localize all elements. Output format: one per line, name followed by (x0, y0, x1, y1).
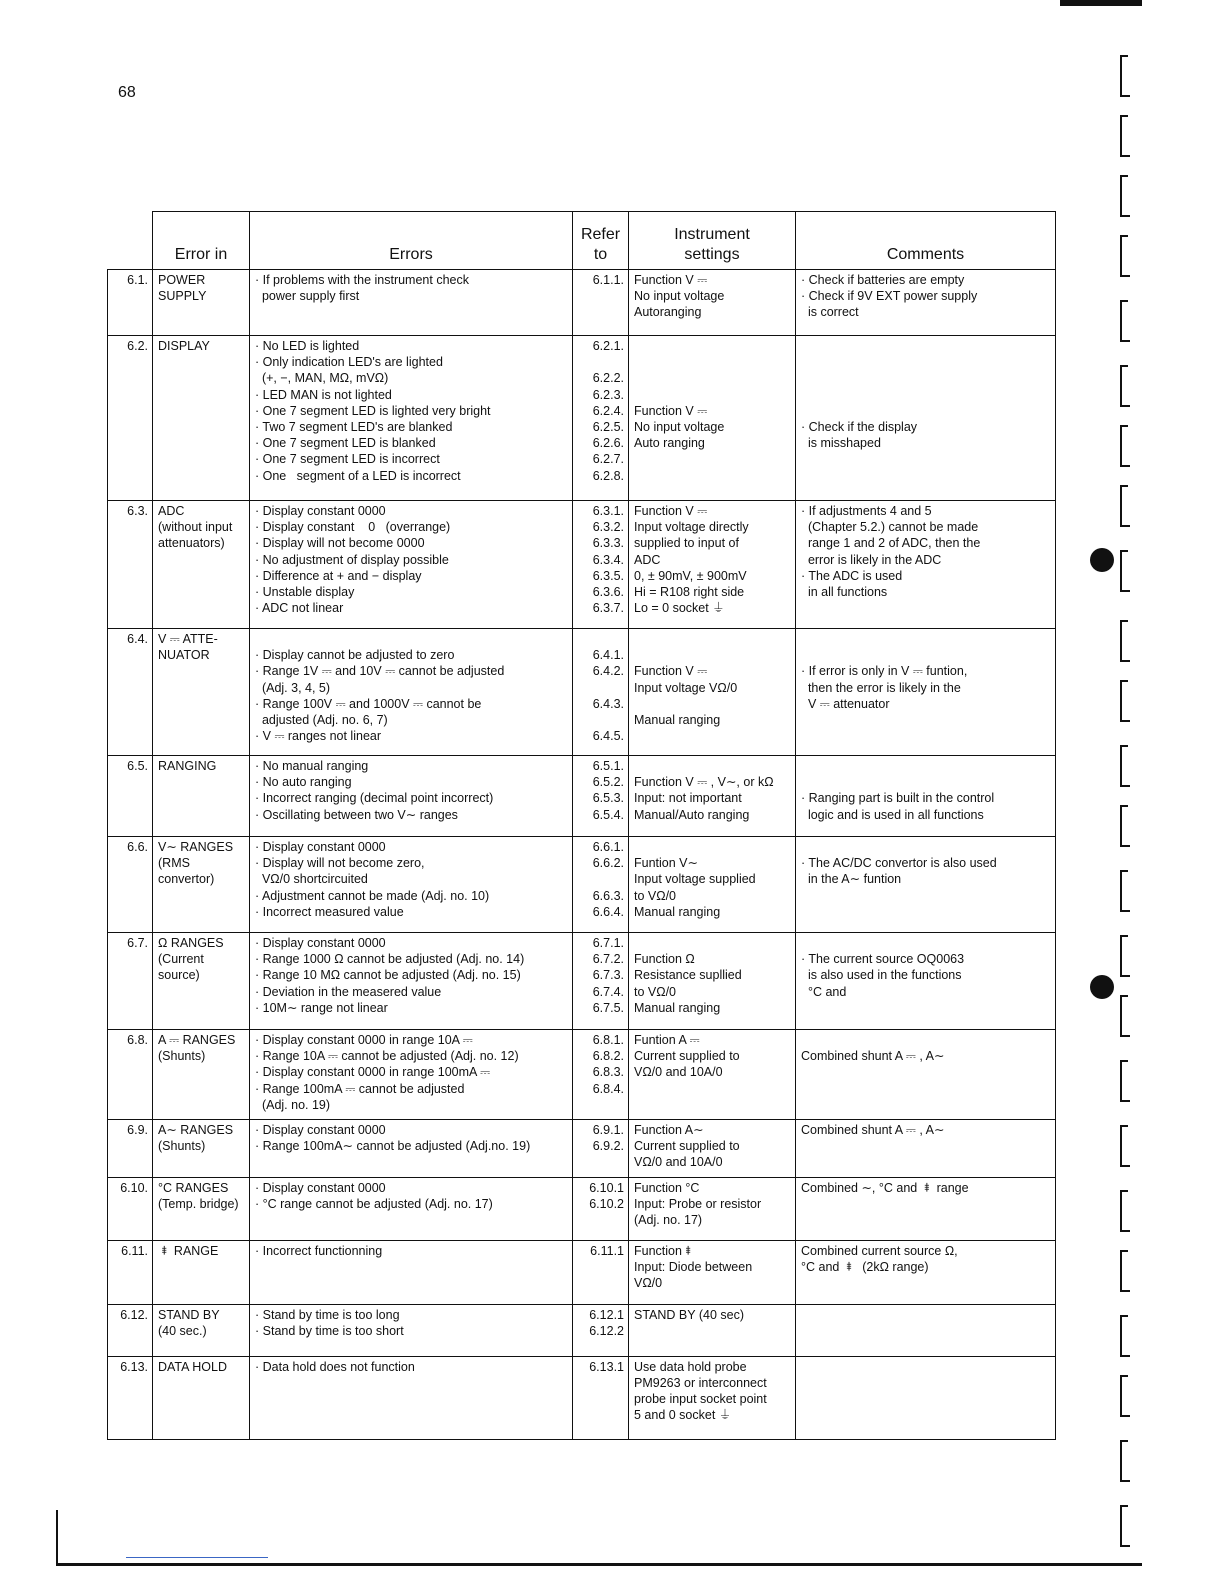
settings-cell (629, 336, 796, 501)
margin-bracket (1120, 995, 1134, 1037)
errors-list (255, 839, 568, 920)
errors-cell (250, 336, 573, 501)
bottom-edge-rule (56, 1563, 1142, 1566)
error-item: · LED MAN is not lighted (255, 387, 392, 402)
settings-cell-text: Function V ⎓ No input voltage Auto ranging (634, 403, 725, 451)
row-number-text: 6.6. (127, 840, 148, 854)
settings-cell (629, 933, 796, 1030)
comments-cell-text: · The AC/DC convertor is also used in the A∼ funtion (801, 856, 997, 887)
error-in-cell (153, 336, 250, 501)
margin-bracket (1120, 1505, 1134, 1547)
error-item: · Display constant 0000 (255, 840, 386, 854)
row-number-text: 6.12. (120, 1307, 148, 1322)
errors-cell (250, 837, 573, 933)
refer-to-cell-text: 6.4.1. 6.4.2. 6.4.3. 6.4.5. (592, 648, 624, 744)
margin-bracket (1120, 115, 1134, 157)
table-row (108, 1240, 1056, 1304)
margin-bracket (1120, 870, 1134, 912)
refer-to-cell-text: 6.7.1. 6.7.2. 6.7.3. 6.7.4. 6.7.5. (592, 936, 624, 1015)
error-in-cell (153, 756, 250, 837)
error-item: · No adjustment of display possible (255, 552, 449, 567)
error-item: · One 7 segment LED is blanked (255, 436, 436, 451)
settings-cell-text: Function V ⎓ Input voltage directly supplied to input of ADC 0, ± 90mV, ± 900mV Hi = R108 right side Lo = 0 socket ⏚ (634, 504, 749, 616)
header-instrument-settings: Instrument settings (629, 212, 796, 270)
error-item: · Unstable display (255, 585, 355, 600)
settings-cell-text: Function A∼ Current supplied to VΩ/0 and 10A/0 (634, 1123, 740, 1170)
error-item: · Range 100mA ⎓ cannot be adjusted (255, 1081, 465, 1096)
errors-list (255, 1359, 568, 1375)
error-in-cell (153, 1356, 250, 1439)
margin-bracket (1120, 1250, 1134, 1292)
refer-to-cell (573, 1240, 629, 1304)
refer-to-cell-text: 6.11.1 (590, 1243, 624, 1258)
margin-bracket (1120, 1190, 1134, 1232)
settings-cell-text: Function °C Input: Probe or resistor (Adj. no. 17) (634, 1180, 762, 1228)
errors-cell (250, 1177, 573, 1240)
error-in-cell-text: V ⎓ ATTE- NUATOR (158, 632, 218, 663)
comments-cell-text: Combined current source Ω, °C and ⯒ (2kΩ range) (801, 1243, 958, 1274)
comments-cell (796, 756, 1056, 837)
settings-cell-text: STAND BY (40 sec) (634, 1307, 744, 1322)
error-in-cell (153, 1177, 250, 1240)
comments-cell-text: Combined ∼, °C and ⯒ range (801, 1180, 969, 1195)
row-number-text: 6.11. (121, 1243, 148, 1258)
settings-cell-text: Funtion V∼ Input voltage supplied to VΩ/0 Manual ranging (634, 856, 756, 919)
error-in-cell-text: ADC (without input attenuators) (158, 504, 233, 551)
row-number-text: 6.5. (127, 759, 148, 773)
error-in-cell (153, 933, 250, 1030)
row-number (108, 1030, 153, 1120)
settings-cell (629, 837, 796, 933)
errors-list (255, 758, 568, 823)
row-number-text: 6.4. (127, 632, 148, 646)
error-in-cell-text: ⯒ RANGE (158, 1243, 219, 1258)
margin-bracket (1120, 485, 1134, 527)
row-number (108, 1240, 153, 1304)
error-item: · Adjustment cannot be made (Adj. no. 10) (255, 888, 490, 903)
errors-list (255, 1243, 568, 1259)
troubleshooting-table-wrapper (107, 211, 1055, 1440)
error-item: · Range 100mA∼ cannot be adjusted (Adj.no. 19) (255, 1139, 531, 1154)
error-item: · No LED is lighted (255, 339, 360, 353)
troubleshooting-table (107, 211, 1056, 1440)
comments-cell (796, 1356, 1056, 1439)
refer-to-cell (573, 1030, 629, 1120)
left-edge-rule (56, 1510, 58, 1566)
header-row (108, 212, 1056, 270)
page-number: 68 (118, 84, 136, 101)
error-item: · Incorrect functionning (255, 1243, 383, 1258)
margin-bracket (1120, 680, 1134, 722)
errors-cell (250, 1240, 573, 1304)
error-item: · Range 100V ⎓ and 1000V ⎓ cannot be (255, 696, 482, 711)
settings-cell-text: Function V ⎓ Input voltage VΩ/0 Manual ranging (634, 664, 738, 728)
errors-list (255, 272, 568, 304)
error-item (255, 631, 568, 647)
row-number (108, 1177, 153, 1240)
row-number (108, 1120, 153, 1178)
margin-bracket (1120, 620, 1134, 662)
error-in-cell (153, 629, 250, 756)
error-item: (Adj. no. 19) (255, 1097, 331, 1112)
comments-cell (796, 270, 1056, 336)
error-item: · Range 10A ⎓ cannot be adjusted (Adj. no. 12) (255, 1049, 519, 1064)
table-row (108, 933, 1056, 1030)
blue-underline (126, 1557, 268, 1558)
error-in-cell-text: RANGING (158, 759, 217, 773)
error-item: · Stand by time is too short (255, 1323, 404, 1338)
row-number (108, 629, 153, 756)
error-item: · Display constant 0000 (255, 1180, 386, 1195)
error-item: power supply first (255, 289, 360, 304)
error-in-cell-text: A ⎓ RANGES (Shunts) (158, 1033, 236, 1064)
row-number (108, 1304, 153, 1356)
error-item: · Difference at + and − display (255, 568, 422, 583)
table-row (108, 756, 1056, 837)
errors-cell (250, 1120, 573, 1178)
error-item: · V ⎓ ranges not linear (255, 729, 382, 744)
error-item: · Range 1000 Ω cannot be adjusted (Adj. no. 14) (255, 952, 525, 967)
settings-cell (629, 1120, 796, 1178)
refer-to-cell-text: 6.1.1. (592, 273, 624, 287)
header-error-in: Error in (153, 212, 250, 270)
errors-list (255, 935, 568, 1016)
error-item: · Oscillating between two V∼ ranges (255, 807, 458, 822)
row-number (108, 837, 153, 933)
error-item: · Only indication LED's are lighted (255, 355, 443, 370)
refer-to-cell-text: 6.8.1. 6.8.2. 6.8.3. 6.8.4. (592, 1033, 624, 1096)
comments-cell-text: · The current source OQ0063 is also used in the functions °C and (801, 952, 965, 999)
settings-cell (629, 1240, 796, 1304)
row-number-text: 6.13. (120, 1359, 148, 1374)
errors-cell (250, 270, 573, 336)
margin-bracket (1120, 365, 1134, 407)
errors-list (255, 631, 568, 744)
error-item: · Two 7 segment LED's are blanked (255, 420, 453, 435)
error-item: · No manual ranging (255, 759, 369, 773)
settings-cell (629, 1030, 796, 1120)
comments-cell (796, 933, 1056, 1030)
errors-list (255, 1180, 568, 1212)
refer-to-cell (573, 629, 629, 756)
refer-to-cell-text: 6.5.1. 6.5.2. 6.5.3. 6.5.4. (592, 759, 624, 822)
comments-cell-text: · If adjustments 4 and 5 (Chapter 5.2.) cannot be made range 1 and 2 of ADC, then the error is likely in the ADC · The ADC is used in all functions (801, 504, 981, 600)
error-item: · One 7 segment LED is lighted very bright (255, 403, 491, 418)
settings-cell-text: Use data hold probe PM9263 or interconnect probe input socket point 5 and 0 socket ⏚ (634, 1359, 767, 1423)
table-row (108, 1120, 1056, 1178)
comments-cell-text: Combined shunt A ⎓ , A∼ (801, 1123, 945, 1138)
error-item: · Incorrect measured value (255, 904, 404, 919)
error-in-cell (153, 501, 250, 629)
error-in-cell-text: DATA HOLD (158, 1359, 227, 1374)
settings-cell (629, 1177, 796, 1240)
header-errors: Errors (250, 212, 573, 270)
refer-to-cell (573, 837, 629, 933)
error-in-cell-text: A∼ RANGES (Shunts) (158, 1123, 234, 1154)
refer-to-cell (573, 1304, 629, 1356)
settings-cell-text: Function Ω Resistance supllied to VΩ/0 Manual ranging (634, 952, 742, 1015)
margin-bracket (1120, 1315, 1134, 1357)
errors-list (255, 1032, 568, 1113)
comments-cell (796, 1240, 1056, 1304)
error-item: · Display constant 0000 in range 10A ⎓ (255, 1033, 473, 1047)
error-item: adjusted (Adj. no. 6, 7) (255, 713, 388, 727)
row-number-text: 6.8. (127, 1033, 148, 1047)
refer-to-cell (573, 336, 629, 501)
table-row (108, 1304, 1056, 1356)
margin-bracket (1120, 805, 1134, 847)
binding-hole (1090, 975, 1114, 999)
row-number-text: 6.1. (127, 273, 148, 287)
errors-list (255, 503, 568, 616)
settings-cell (629, 756, 796, 837)
error-item: · Range 1V ⎓ and 10V ⎓ cannot be adjusted (255, 664, 505, 679)
error-item: · Data hold does not function (255, 1359, 415, 1374)
margin-bracket (1120, 235, 1134, 277)
row-number-text: 6.9. (127, 1123, 148, 1138)
comments-cell-text: Combined shunt A ⎓ , A∼ (801, 1049, 945, 1064)
comments-cell (796, 336, 1056, 501)
margin-bracket (1120, 1440, 1134, 1482)
error-item: · Display will not become 0000 (255, 536, 425, 551)
error-item: · Display constant 0000 (255, 1123, 386, 1138)
refer-to-cell-text: 6.10.1 6.10.2 (589, 1180, 624, 1211)
error-in-cell (153, 1120, 250, 1178)
comments-cell-text: · Ranging part is built in the control logic and is used in all functions (801, 791, 995, 822)
row-number (108, 501, 153, 629)
table-row (108, 1356, 1056, 1439)
error-item: · Display cannot be adjusted to zero (255, 648, 455, 663)
table-row (108, 837, 1056, 933)
table-body (108, 270, 1056, 1440)
errors-cell (250, 1304, 573, 1356)
refer-to-cell-text: 6.13.1 (589, 1359, 624, 1374)
error-in-cell-text: STAND BY (40 sec.) (158, 1307, 220, 1338)
error-in-cell (153, 1030, 250, 1120)
margin-bracket (1120, 1060, 1134, 1102)
comments-cell (796, 1304, 1056, 1356)
margin-bracket (1120, 1375, 1134, 1417)
row-number (108, 756, 153, 837)
table-row (108, 336, 1056, 501)
top-edge-rule (1060, 0, 1142, 6)
table-row (108, 1030, 1056, 1120)
row-number-text: 6.7. (127, 936, 148, 950)
row-number (108, 1356, 153, 1439)
error-item: · Deviation in the measered value (255, 984, 442, 999)
error-item: · One 7 segment LED is incorrect (255, 452, 440, 467)
header-comments: Comments (796, 212, 1056, 270)
margin-bracket (1120, 550, 1134, 592)
margin-bracket (1120, 300, 1134, 342)
error-item: · If problems with the instrument check (255, 273, 469, 287)
error-in-cell-text: V∼ RANGES (RMS convertor) (158, 840, 234, 887)
row-number (108, 933, 153, 1030)
header-blank (108, 212, 153, 270)
refer-to-cell (573, 501, 629, 629)
errors-cell (250, 756, 573, 837)
error-item: · No auto ranging (255, 775, 352, 790)
comments-cell-text: · Check if the display is misshaped (801, 420, 918, 451)
refer-to-cell (573, 1356, 629, 1439)
comments-cell (796, 837, 1056, 933)
errors-cell (250, 933, 573, 1030)
row-number-text: 6.3. (127, 504, 148, 518)
refer-to-cell-text: 6.12.1 6.12.2 (589, 1307, 624, 1338)
error-item: (Adj. 3, 4, 5) (255, 680, 331, 695)
margin-bracket (1120, 1125, 1134, 1167)
errors-list (255, 338, 568, 484)
comments-cell-text: · If error is only in V ⎓ funtion, then the error is likely in the V ⎓ attenuator (801, 664, 968, 711)
margin-bracket (1120, 935, 1134, 977)
error-item: · °C range cannot be adjusted (Adj. no. 17) (255, 1196, 493, 1211)
error-in-cell (153, 1304, 250, 1356)
settings-cell-text: Function V ⎓ No input voltage Autoranging (634, 273, 725, 320)
error-in-cell-text: Ω RANGES (Current source) (158, 936, 224, 983)
errors-cell (250, 629, 573, 756)
error-item: · Display constant 0 (overrange) (255, 520, 451, 535)
error-item: · One segment of a LED is incorrect (255, 468, 461, 483)
binding-hole (1090, 548, 1114, 572)
margin-bracket (1120, 175, 1134, 217)
errors-list (255, 1122, 568, 1154)
settings-cell (629, 1356, 796, 1439)
error-item: · Range 10 MΩ cannot be adjusted (Adj. no. 15) (255, 968, 521, 983)
row-number-text: 6.10. (120, 1180, 148, 1195)
errors-list (255, 1307, 568, 1339)
errors-cell (250, 1356, 573, 1439)
margin-bracket (1120, 55, 1134, 97)
row-number-text: 6.2. (127, 339, 148, 353)
settings-cell-text: Funtion A ⎓ Current supplied to VΩ/0 and 10A/0 (634, 1033, 740, 1080)
comments-cell (796, 1177, 1056, 1240)
error-in-cell-text: DISPLAY (158, 339, 210, 353)
refer-to-cell-text: 6.6.1. 6.6.2. 6.6.3. 6.6.4. (592, 840, 624, 919)
error-item: VΩ/0 shortcircuited (255, 872, 368, 887)
settings-cell (629, 1304, 796, 1356)
row-number (108, 336, 153, 501)
comments-cell (796, 1120, 1056, 1178)
header-refer-to: Refer to (573, 212, 629, 270)
comments-cell-text: · Check if batteries are empty · Check if 9V EXT power supply is correct (801, 273, 978, 320)
table-row (108, 501, 1056, 629)
errors-cell (250, 1030, 573, 1120)
settings-cell (629, 629, 796, 756)
error-item: · Display will not become zero, (255, 856, 425, 871)
row-number (108, 270, 153, 336)
error-item: (+, −, MAN, MΩ, mVΩ) (255, 371, 389, 386)
margin-bracket (1120, 745, 1134, 787)
comments-cell (796, 501, 1056, 629)
error-item: · Display constant 0000 (255, 936, 386, 950)
error-item: · ADC not linear (255, 601, 344, 616)
error-item: · Display constant 0000 in range 100mA ⎓ (255, 1065, 491, 1080)
error-in-cell-text: °C RANGES (Temp. bridge) (158, 1180, 239, 1211)
comments-cell (796, 629, 1056, 756)
error-item: · Incorrect ranging (decimal point incorrect) (255, 791, 494, 806)
refer-to-cell (573, 933, 629, 1030)
error-in-cell (153, 270, 250, 336)
error-in-cell-text: POWER SUPPLY (158, 273, 207, 304)
refer-to-cell (573, 1120, 629, 1178)
table-row (108, 270, 1056, 336)
error-item: · 10M∼ range not linear (255, 1000, 388, 1015)
errors-cell (250, 501, 573, 629)
refer-to-cell (573, 1177, 629, 1240)
refer-to-cell (573, 756, 629, 837)
refer-to-cell-text: 6.9.1. 6.9.2. (592, 1123, 624, 1154)
refer-to-cell (573, 270, 629, 336)
error-in-cell (153, 1240, 250, 1304)
settings-cell-text: Function V ⎓ , V∼, or kΩ Input: not important Manual/Auto ranging (634, 775, 774, 822)
margin-bracket (1120, 425, 1134, 467)
error-item: · Stand by time is too long (255, 1307, 400, 1322)
table-row (108, 1177, 1056, 1240)
refer-to-cell-text: 6.2.1. 6.2.2. 6.2.3. 6.2.4. 6.2.5. 6.2.6. 6.2.7. 6.2.8. (592, 339, 624, 483)
settings-cell (629, 270, 796, 336)
error-in-cell (153, 837, 250, 933)
error-item: · Display constant 0000 (255, 504, 386, 518)
settings-cell (629, 501, 796, 629)
refer-to-cell-text: 6.3.1. 6.3.2. 6.3.3. 6.3.4. 6.3.5. 6.3.6. 6.3.7. (592, 504, 624, 616)
settings-cell-text: Function ⯒ Input: Diode between VΩ/0 (634, 1243, 753, 1291)
comments-cell (796, 1030, 1056, 1120)
table-row (108, 629, 1056, 756)
